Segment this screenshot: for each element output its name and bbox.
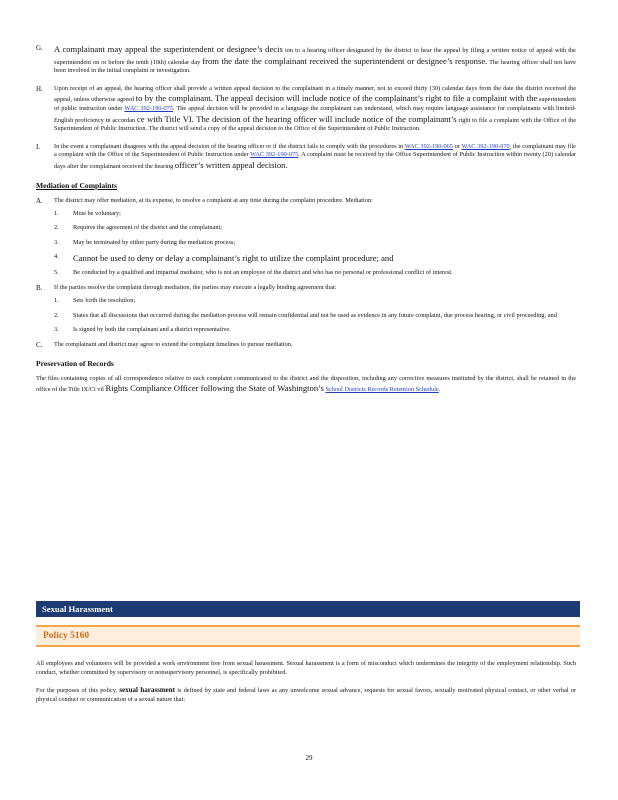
list-item <box>54 253 576 263</box>
paragraph-text: officer’s written appeal decision. <box>174 159 288 170</box>
paragraph-text: superintendent of public instruction under <box>54 96 576 112</box>
records-retention-link[interactable]: School Districts Records Retention Schedule <box>325 386 439 394</box>
paragraph-h <box>36 85 576 134</box>
item-text: May be terminated by either party during the mediation process; <box>73 238 236 246</box>
mediation-b-list <box>54 297 576 335</box>
item-number: 3. <box>54 326 59 334</box>
item-number: 3. <box>54 238 59 246</box>
list-item <box>54 326 576 335</box>
paragraph-letter: H. <box>36 84 43 93</box>
list-item <box>54 297 576 306</box>
paragraph-text: ce with Title VI. The decision of the hearing officer will include notice of the complainant’s <box>136 113 457 124</box>
sexual-harassment-p1: All employees and volunteers will be provided a work environment free from sexual harassment. Sexual harassment is a form of misconduct which undermines the integrity of the employment relationship. Such conduct, whether committed by supervisory or nonsupervisory personnel, is specifically prohibited. <box>36 660 576 676</box>
list-item <box>54 224 576 233</box>
item-text: Is signed by both the complainant and a district representative. <box>73 326 231 334</box>
item-number: 2. <box>54 224 59 232</box>
paragraph-text: Rights Compliance Officer following the State of Washington’s <box>105 383 324 394</box>
paragraph-letter: G. <box>36 44 43 52</box>
section-title: Sexual Harassment <box>42 604 113 614</box>
policy-title: Policy 5160 <box>43 631 90 641</box>
list-item <box>54 312 576 321</box>
item-text: Requires the agreement of the district and the complainant; <box>73 224 222 232</box>
paragraph-text: The district may offer mediation, at its expense, to resolve a complaint at any time during the complaint procedure. Mediation: <box>54 196 373 204</box>
paragraph-text: is defined by state and federal laws as any unwelcome sexual advance, requests for sexual favors, sexually motivated physical contact, or other verbal or physical conduct or communication of a sexual nature that: <box>36 687 577 703</box>
paragraph-letter: C. <box>36 340 43 349</box>
paragraph-text: . A complaint must be received by the Office Superintendent of Public Instruction within twenty (20) calendar days after the complainant received the hearing <box>54 151 576 170</box>
page-number: 29 <box>305 754 313 762</box>
item-number: 1. <box>54 209 59 217</box>
wac-link[interactable]: WAC 392-190-070 <box>461 142 510 150</box>
paragraph-text: In the event a complainant disagrees with the appeal decision of the hearing officer or if the district fails to comply with the procedures in <box>54 142 404 150</box>
item-text: Cannot be used to deny or delay a complainant’s right to utilize the complaint procedure; and <box>73 253 394 264</box>
paragraph-text: A complainant may appeal the superintendent or designee’s decis <box>54 44 283 54</box>
item-text: Sets forth the resolution; <box>73 296 136 304</box>
paragraph-text: The hearing officer shall not have been involved in the initial complaint or investigation. <box>54 58 576 75</box>
item-number: 1. <box>54 296 59 304</box>
section-title-bar <box>36 601 580 617</box>
sexual-harassment-body <box>36 660 576 704</box>
paragraph-text: from the date the complainant received the superintendent or designee’s response. <box>202 55 488 66</box>
paragraph-letter: I. <box>36 142 41 151</box>
preservation-heading: Preservation of Records <box>36 358 114 368</box>
mediation-c <box>36 341 576 350</box>
paragraph-text: or <box>454 142 460 150</box>
item-text: Must be voluntary; <box>73 209 121 217</box>
paragraph-text: , the complainant may file a complaint with the Office of the Superintendent of Public Instruction under <box>54 142 576 159</box>
wac-link[interactable]: WAC 392-190-075 <box>124 104 173 112</box>
policy-title-bar <box>36 625 580 647</box>
item-number: 2. <box>54 311 59 319</box>
paragraph-text: right to file a complaint with the Office of the Superintendent of Public Instruction. The district will send a copy of the appeal decision to the Office of the Superintendent of Public Instruction. <box>54 116 577 133</box>
paragraph-text: Upon receipt of an appeal, the hearing officer shall provide a written appeal decision to the complainant in a timely manner, not to exceed thirty (30) calendar days from the date the district received the appeal, unless otherwise agreed <box>54 84 576 104</box>
paragraph-text: to by the complainant. The appeal decision will include notice of the complainant’s right to file a complaint with the <box>135 93 538 104</box>
item-number: 4. <box>54 253 59 261</box>
wac-link[interactable]: WAC 392-190-065 <box>404 142 453 150</box>
paragraph-g <box>36 44 576 76</box>
mediation-b <box>36 284 576 293</box>
paragraph-text: The files containing copies of all correspondence relative to each complaint communicated to the district and the disposition, including any corrective measures instituted by the district, shall be retained in the office of the Title IX/Ci vil <box>36 374 576 394</box>
wac-link[interactable]: WAC 392-190-075 <box>250 151 299 159</box>
document-body <box>36 44 576 395</box>
item-text: States that all discussions that occurred during the mediation process will remain confidential and not be used as evidence in any future complaint, due process hearing, or civil proceeding; and <box>73 311 557 319</box>
item-text: Be conducted by a qualified and impartial mediator, who is not an employee of the district and who has no personal or professional conflict of interest. <box>73 269 453 277</box>
paragraph-text: For the purposes of this policy, <box>36 687 118 695</box>
mediation-a <box>36 197 576 206</box>
list-item <box>54 239 576 248</box>
paragraph-text: . <box>438 386 441 394</box>
paragraph-text: . The appeal decision will be provided in a language the complainant can understand, which may require language assistance for complainants with limited-English proficiency in accordan <box>54 104 576 124</box>
list-item <box>54 269 576 278</box>
paragraph-letter: A. <box>36 196 43 205</box>
sexual-harassment-p2 <box>36 686 576 704</box>
paragraph-text: If the parties resolve the complaint through mediation, the parties may execute a legally binding agreement that: <box>54 283 337 291</box>
paragraph-i <box>36 143 576 172</box>
paragraph-text: The complainant and district may agree to extend the complaint timelines to pursue mediation. <box>54 340 293 348</box>
item-number: 5. <box>54 269 59 277</box>
paragraph-letter: B. <box>36 283 43 292</box>
defined-term: sexual harassment <box>119 686 175 695</box>
list-item <box>54 210 576 219</box>
paragraph-text: ion to a hearing officer designated by the district to hear the appeal by filing a written notice of appeal with the superintendent on or before the tenth (10th) calendar day <box>54 47 576 66</box>
mediation-a-list <box>54 210 576 278</box>
preservation-paragraph <box>36 375 576 395</box>
mediation-heading: Mediation of Complaints <box>36 180 118 190</box>
